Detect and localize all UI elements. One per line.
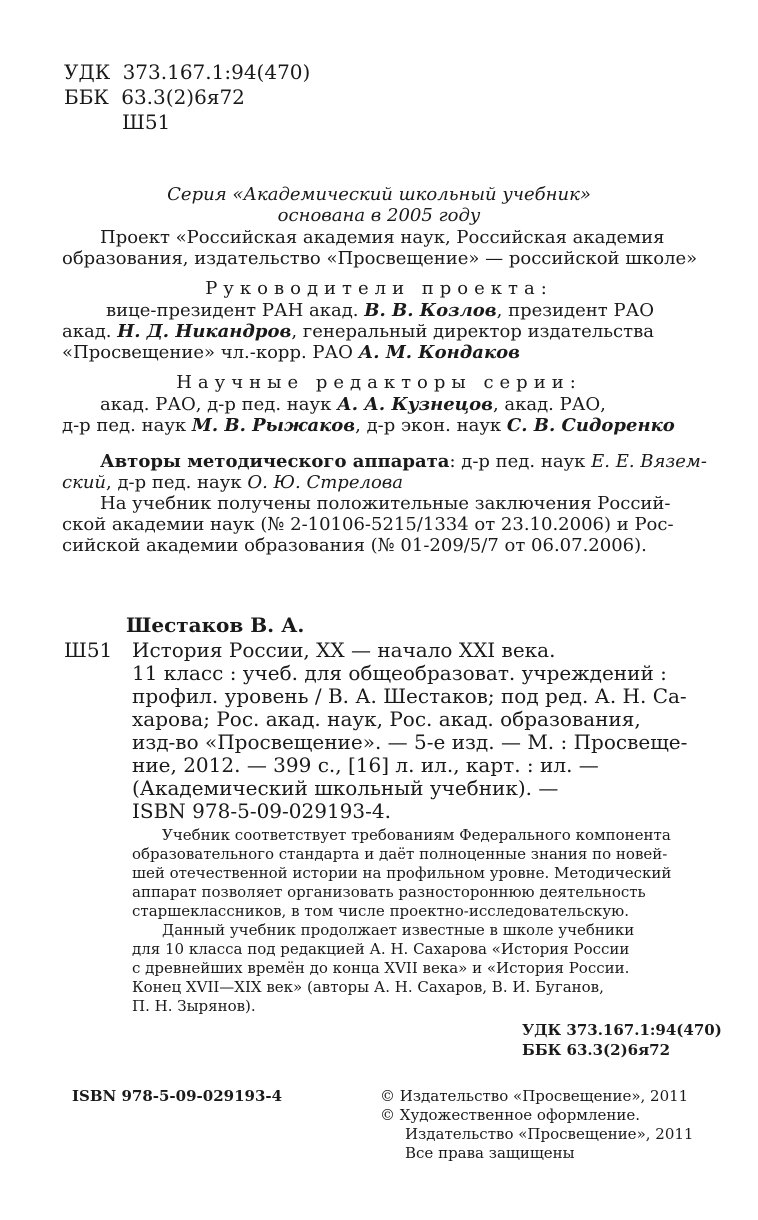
project-line-1: Проект «Российская академия наук, Российская академия: [100, 227, 665, 248]
catalog-line: 11 класс : учеб. для общеобразоват. учреждений :: [132, 661, 667, 685]
reviews-line-2: ской академии наук (№ 2-10106-5215/1334 от 23.10.2006) и Рос-: [62, 514, 674, 535]
bottom-isbn: ISBN 978-5-09-029193-4: [72, 1087, 283, 1105]
udk-value: 373.167.1:94(470): [122, 60, 311, 84]
series-line-1: Серия «Академический школьный учебник»: [167, 184, 591, 205]
annotation-line: Данный учебник продолжает известные в школе учебники: [162, 921, 635, 939]
rights-line: Все права защищены: [405, 1144, 575, 1162]
annotation-line: П. Н. Зырянов).: [132, 997, 256, 1015]
leaders-line-2: акад. Н. Д. Никандров, генеральный директор издательства: [62, 321, 654, 342]
catalog-line: профил. уровень / В. А. Шестаков; под ред. А. Н. Са-: [132, 684, 687, 708]
annotation-line: с древнейших времён до конца XVII века» и «История России.: [132, 959, 630, 977]
author-mark: Ш51: [122, 110, 171, 134]
catalog-line: (Академический школьный учебник). —: [132, 776, 559, 800]
annotation-line: Учебник соответствует требованиям Федерального компонента: [162, 826, 671, 844]
bbk-value: 63.3(2)6я72: [121, 85, 245, 109]
bbk-label: ББК: [64, 85, 109, 109]
copyright-line: © Художественное оформление.: [380, 1106, 641, 1124]
annotation-line: Конец XVII—XIX век» (авторы А. Н. Сахаров, В. И. Буганов,: [132, 978, 604, 996]
project-line-2: образования, издательство «Просвещение» — российской школе»: [62, 248, 698, 269]
method-line-1: Авторы методического аппарата: д-р пед. наук Е. Е. Вязем-: [100, 451, 707, 472]
reviews-line-1: На учебник получены положительные заключения Россий-: [100, 493, 671, 514]
editors-line-2: д-р пед. наук М. В. Рыжаков, д-р экон. наук С. В. Сидоренко: [62, 415, 675, 436]
series-line-2: основана в 2005 году: [277, 205, 481, 226]
method-label: Авторы методического аппарата: [100, 451, 450, 472]
annotation-line: аппарат позволяет организовать разностороннюю деятельность: [132, 883, 646, 901]
catalog-author: Шестаков В. А.: [126, 613, 305, 637]
annotation-line: шей отечественной истории на профильном уровне. Методический: [132, 864, 672, 882]
annotation-line: старшеклассников, в том числе проектно-исследовательскую.: [132, 902, 629, 920]
catalog-line: История России, XX — начало XXI века.: [132, 638, 556, 662]
catalog-line: ние, 2012. — 399 с., [16] л. ил., карт. : ил. —: [132, 753, 599, 777]
catalog-mark: Ш51: [64, 638, 113, 662]
reviews-line-3: сийской академии образования (№ 01-209/5/7 от 06.07.2006).: [62, 535, 647, 556]
annotation-line: для 10 класса под редакцией А. Н. Сахарова «История России: [132, 940, 630, 958]
bbk-code: [64, 87, 245, 107]
method-line-2: ский, д-р пед. наук О. Ю. Стрелова: [62, 472, 403, 493]
leaders-line-3: «Просвещение» чл.-корр. РАО А. М. Кондаков: [62, 342, 520, 363]
catalog-line: изд-во «Просвещение». — 5-е изд. — М. : Просвеще-: [132, 730, 688, 754]
editors-line-1: акад. РАО, д-р пед. наук А. А. Кузнецов, акад. РАО,: [100, 394, 606, 415]
footer-bbk: ББК 63.3(2)6я72: [522, 1041, 671, 1059]
udk-label: УДК: [64, 60, 111, 84]
catalog-line: харова; Рос. акад. наук, Рос. акад. образования,: [132, 707, 641, 731]
editors-heading: Научные редакторы серии:: [176, 372, 582, 393]
leaders-line-1: вице-президент РАН акад. В. В. Козлов, президент РАО: [106, 300, 654, 321]
editor-name: А. А. Кузнецов: [337, 394, 493, 415]
annotation-line: образовательного стандарта и даёт полноценные знания по новей-: [132, 845, 668, 863]
copyright-line: © Издательство «Просвещение», 2011: [380, 1087, 689, 1105]
catalog-isbn: ISBN 978-5-09-029193-4.: [132, 799, 391, 823]
udk-code: [64, 62, 310, 82]
leader-name: В. В. Козлов: [364, 300, 497, 321]
leader-name: Н. Д. Никандров: [117, 321, 292, 342]
editor-name: С. В. Сидоренко: [506, 415, 675, 436]
leaders-heading: Руководители проекта:: [205, 278, 553, 299]
leader-name: А. М. Кондаков: [358, 342, 520, 363]
editor-name: М. В. Рыжаков: [191, 415, 356, 436]
footer-udk: УДК 373.167.1:94(470): [522, 1021, 722, 1039]
copyright-line: Издательство «Просвещение», 2011: [405, 1125, 694, 1143]
